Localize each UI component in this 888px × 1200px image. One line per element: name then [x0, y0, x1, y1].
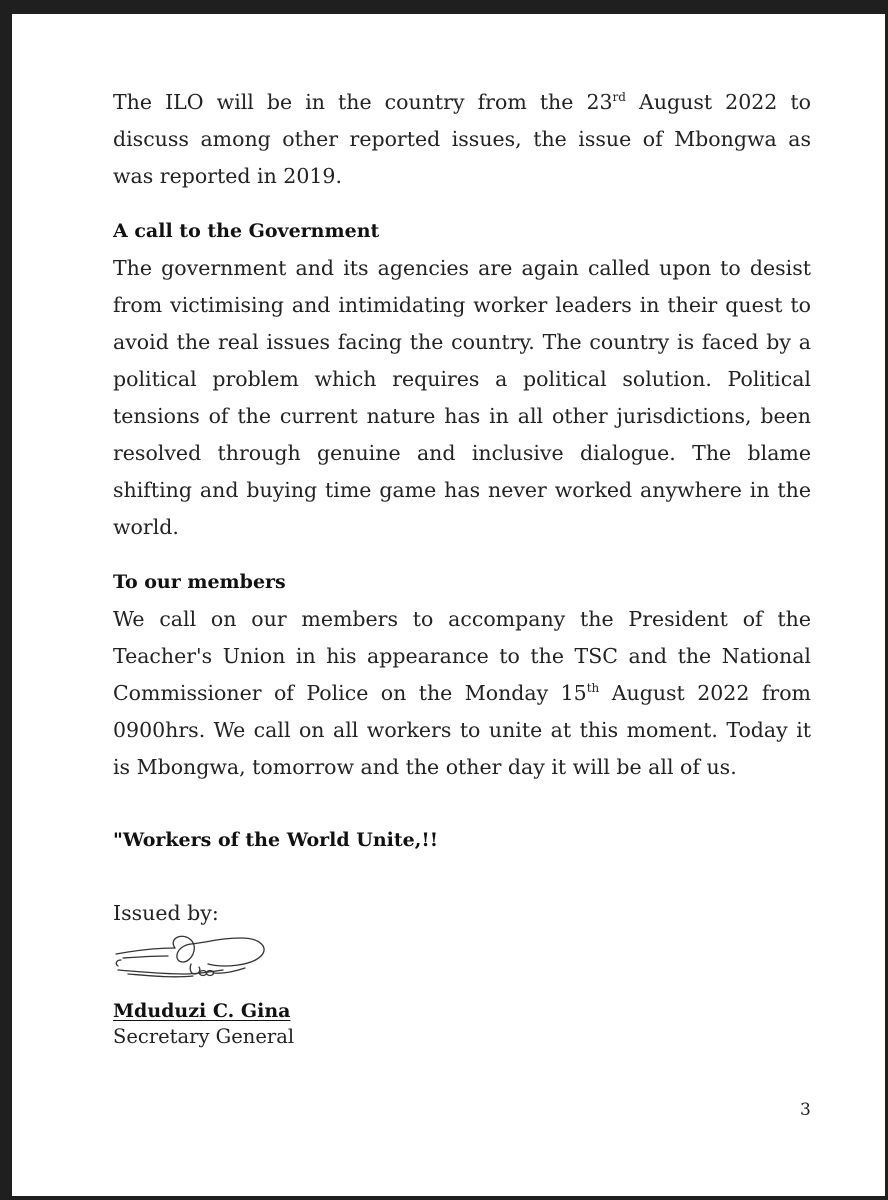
issued-by-label: Issued by:: [113, 901, 219, 925]
government-paragraph: The government and its agencies are again called upon to desist from victimising and intimidating worker leaders in their quest to avoid the real issues facing the country. The country is faced by a political problem which requires a political solution. Political tensions of the current nature has in all other jurisdictions, been resolved through genuine and inclusive dialogue. The blame shifting and buying time game has never worked anywhere in the world.: [113, 256, 811, 539]
members-ordinal-suffix: th: [586, 681, 600, 695]
members-text-end: August 2022 from 0900hrs. We call on all workers to unite at this moment. Today it is Mbongwa, tomorrow and the other day it will be all of us.: [113, 681, 811, 779]
viewer-border-bottom: [0, 1196, 888, 1200]
signer-title: Secretary General: [113, 1025, 295, 1048]
signature-image: [113, 934, 278, 994]
intro-paragraph: [113, 84, 811, 195]
members-paragraph: [113, 601, 811, 786]
members-text-start: We call on our members to accompany the President of the Teacher's Union in his appearance to the TSC and the National Commissioner of Police on the Monday 15: [113, 607, 811, 705]
viewer-border-top: [0, 0, 888, 14]
document-page: [113, 84, 811, 1050]
intro-ordinal-suffix: rd: [612, 90, 626, 104]
viewer-border-left: [0, 0, 12, 1200]
members-heading: To our members: [113, 571, 286, 593]
page-number: 3: [800, 1100, 811, 1120]
slogan: "Workers of the World Unite,!!: [113, 829, 439, 851]
intro-text-start: The ILO will be in the country from the 23: [113, 90, 613, 114]
intro-text-end: August 2022 to discuss among other reported issues, the issue of Mbongwa as was reported in 2019.: [113, 90, 811, 188]
signer-name: Mduduzi C. Gina: [113, 1000, 291, 1022]
government-heading: A call to the Government: [113, 220, 380, 242]
